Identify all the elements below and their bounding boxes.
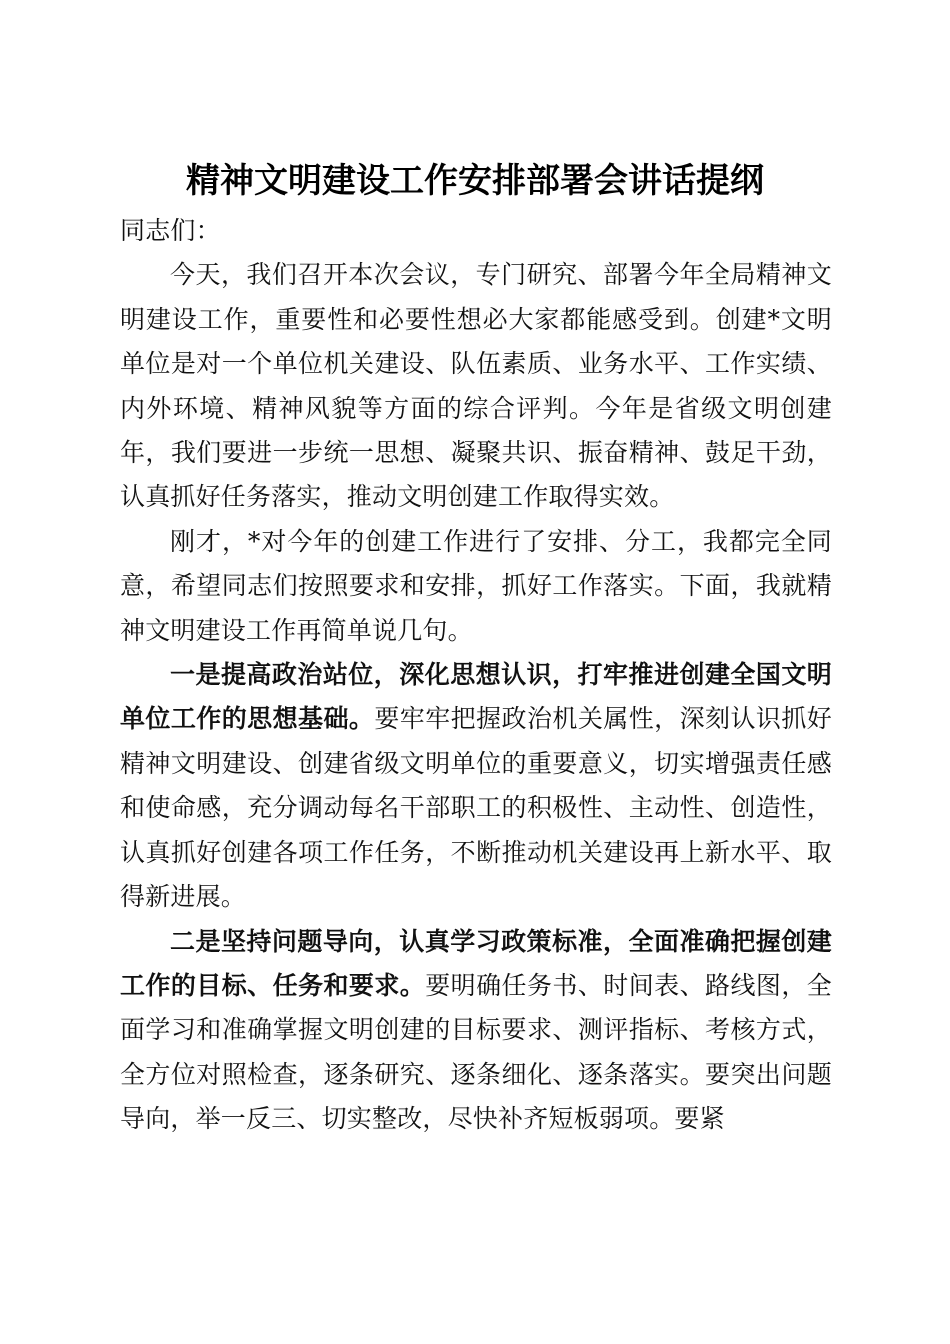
point-one-body: 要牢牢把握政治机关属性，深刻认识抓好精神文明建设、创建省级文明单位的重要意义，切实增强责任感和使命感，充分调动每名干部职工的积极性、主动性、创造性，认真抓好创建各项工作任务，不断推动机关建设再上新水平、取得新进展。 — [120, 704, 832, 912]
paragraph-point-two — [120, 920, 832, 1142]
paragraph-arrangement: 刚才，*对今年的创建工作进行了安排、分工，我都完全同意，希望同志们按照要求和安排，抓好工作落实。下面，我就精神文明建设工作再简单说几句。 — [120, 526, 832, 645]
paragraph-opening: 今天，我们召开本次会议，专门研究、部署今年全局精神文明建设工作，重要性和必要性想必大家都能感受到。创建*文明单位是对一个单位机关建设、队伍素质、业务水平、工作实绩、内外环境、精神风貌等方面的综合评判。今年是省级文明创建年，我们要进一步统一思想、凝聚共识、振奋精神、鼓足干劲，认真抓好任务落实，推动文明创建工作取得实效。 — [120, 260, 832, 512]
document-body — [120, 209, 832, 1142]
paragraph-point-one — [120, 653, 832, 919]
point-two-body: 要明确任务书、时间表、路线图，全面学习和准确掌握文明创建的目标要求、测评指标、考核方式，全方位对照检查，逐条研究、逐条细化、逐条落实。要突出问题导向，举一反三、切实整改，尽快补齐短板弱项。要紧 — [120, 970, 833, 1134]
point-one-heading: 一是提高政治站位，深化思想认识，打牢推进创建全国文明单位工作的思想基础。 — [120, 660, 832, 734]
point-two-heading: 二是坚持问题导向，认真学习政策标准，全面准确把握创建工作的目标、任务和要求。 — [120, 926, 832, 1000]
greeting: 同志们： — [120, 216, 221, 245]
document-title: 精神文明建设工作安排部署会讲话提纲 — [186, 160, 764, 201]
